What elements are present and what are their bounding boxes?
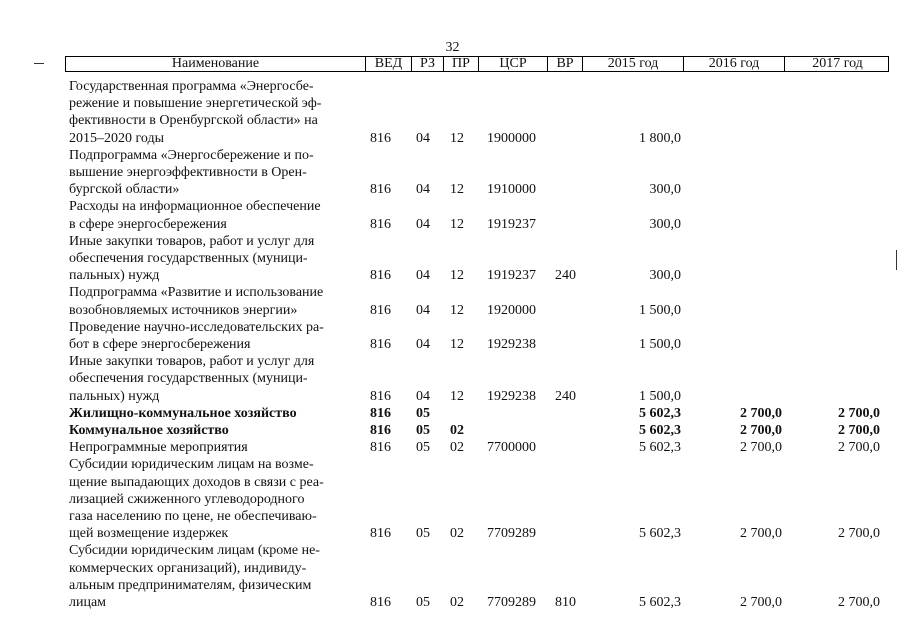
cell-ved: 816 (370, 526, 391, 542)
cell-rz: 04 (416, 302, 430, 318)
row-name (69, 542, 354, 611)
table-row (0, 439, 905, 456)
cell-vr: 240 (555, 268, 576, 284)
row-name (69, 147, 354, 199)
column-header-csr: ЦСР (478, 57, 547, 71)
cell-pr: 12 (450, 130, 464, 146)
cell-csr: 7709289 (487, 526, 536, 542)
cell-y2017: 2 700,0 (838, 422, 880, 438)
row-name (69, 198, 354, 232)
row-name (69, 456, 354, 542)
row-name (69, 233, 354, 285)
cell-y2016: 2 700,0 (740, 405, 782, 421)
table-row (0, 422, 905, 439)
cell-ved: 816 (370, 422, 391, 438)
margin-mark (896, 250, 897, 270)
row-name-line: 2015–2020 годы (69, 130, 165, 146)
cell-pr: 12 (450, 336, 464, 352)
cell-rz: 05 (416, 440, 430, 456)
row-name-line: Расходы на информационное обеспечение (69, 199, 321, 215)
cell-vr: 810 (555, 594, 576, 610)
column-header-2016: 2016 год (683, 57, 784, 71)
table-row (0, 78, 905, 147)
row-name-line: бургской области» (69, 182, 180, 198)
row-name-line: возобновляемых источников энергии» (69, 302, 298, 318)
cell-rz: 04 (416, 388, 430, 404)
cell-pr: 12 (450, 216, 464, 232)
row-name-line: газа населению по цене, не обеспечиваю- (69, 508, 317, 524)
column-header-vr: ВР (547, 57, 582, 71)
cell-pr: 02 (450, 594, 464, 610)
row-name-line: щей возмещение издержек (69, 526, 229, 542)
cell-rz: 04 (416, 216, 430, 232)
column-header-ved: ВЕД (365, 57, 411, 71)
row-name-line: альным предпринимателям, физическим (69, 577, 312, 593)
column-header-2017: 2017 год (784, 57, 890, 71)
row-name (69, 78, 354, 147)
row-name-line: Субсидии юридическим лицам (кроме не- (69, 543, 320, 559)
row-name-line: лизацией сжиженного углеводородного (69, 491, 305, 507)
cell-rz: 05 (416, 422, 430, 438)
row-name-line: щение выпадающих доходов в связи с реа- (69, 474, 324, 490)
cell-y2017: 2 700,0 (838, 594, 880, 610)
margin-mark (34, 63, 44, 64)
row-name-line: режение и повышение энергетической эф- (69, 96, 322, 112)
cell-ved: 816 (370, 268, 391, 284)
cell-y2016: 2 700,0 (740, 526, 782, 542)
cell-csr: 1900000 (487, 130, 536, 146)
cell-y2017: 2 700,0 (838, 440, 880, 456)
column-header-rz: РЗ (411, 57, 443, 71)
cell-ved: 816 (370, 336, 391, 352)
column-header-2015: 2015 год (582, 57, 683, 71)
row-name-line: вышение энергоэффективности в Орен- (69, 164, 307, 180)
cell-y2015: 5 602,3 (639, 594, 681, 610)
row-name-line: в сфере энергосбережения (69, 216, 227, 232)
table-body (0, 78, 905, 611)
cell-y2016: 2 700,0 (740, 594, 782, 610)
row-name-line: Государственная программа «Энергосбе- (69, 79, 314, 94)
cell-y2015: 300,0 (649, 268, 681, 284)
page-number: 32 (445, 40, 460, 55)
cell-pr: 02 (450, 422, 464, 438)
row-name-line: Иные закупки товаров, работ и услуг для (69, 354, 315, 370)
cell-csr: 7700000 (487, 440, 536, 456)
cell-pr: 12 (450, 182, 464, 198)
cell-csr: 1919237 (487, 216, 536, 232)
row-name-line: пальных) нужд (69, 268, 160, 284)
row-name-line: фективности в Оренбургской области» на (69, 113, 318, 129)
cell-y2015: 5 602,3 (639, 526, 681, 542)
row-name-line: Жилищно-коммунальное хозяйство (69, 405, 297, 421)
cell-y2015: 1 500,0 (639, 336, 681, 352)
table-row (0, 284, 905, 318)
row-name-line: Коммунальное хозяйство (69, 422, 229, 438)
table-row (0, 353, 905, 405)
cell-y2015: 300,0 (649, 182, 681, 198)
cell-y2016: 2 700,0 (740, 422, 782, 438)
cell-y2016: 2 700,0 (740, 440, 782, 456)
cell-y2015: 1 800,0 (639, 130, 681, 146)
cell-rz: 04 (416, 130, 430, 146)
cell-rz: 04 (416, 336, 430, 352)
cell-rz: 05 (416, 594, 430, 610)
row-name-line: обеспечения государственных (муници- (69, 371, 308, 387)
cell-y2015: 5 602,3 (639, 422, 681, 438)
cell-pr: 12 (450, 268, 464, 284)
cell-y2015: 5 602,3 (639, 405, 681, 421)
row-name-line: обеспечения государственных (муници- (69, 250, 308, 266)
cell-pr: 02 (450, 526, 464, 542)
row-name-line: коммерческих организаций), индивиду- (69, 560, 307, 576)
row-name (69, 422, 354, 439)
cell-ved: 816 (370, 405, 391, 421)
cell-csr: 1910000 (487, 182, 536, 198)
cell-rz: 04 (416, 182, 430, 198)
row-name-line: Подпрограмма «Развитие и использование (69, 285, 324, 301)
row-name-line: Подпрограмма «Энергосбережение и по- (69, 147, 314, 163)
cell-csr: 1920000 (487, 302, 536, 318)
row-name (69, 284, 354, 318)
table-row (0, 405, 905, 422)
cell-rz: 04 (416, 268, 430, 284)
cell-pr: 02 (450, 440, 464, 456)
table-row (0, 147, 905, 199)
row-name (69, 405, 354, 422)
column-header-name: Наименование (171, 56, 260, 71)
table-row (0, 233, 905, 285)
cell-ved: 816 (370, 130, 391, 146)
table-row (0, 198, 905, 232)
cell-ved: 816 (370, 594, 391, 610)
row-name-line: Непрограммные мероприятия (69, 440, 248, 456)
cell-csr: 7709289 (487, 594, 536, 610)
column-header-pr: ПР (443, 57, 478, 71)
cell-csr: 1929238 (487, 336, 536, 352)
cell-y2015: 5 602,3 (639, 440, 681, 456)
row-name-line: Субсидии юридическим лицам на возме- (69, 457, 314, 473)
cell-ved: 816 (370, 182, 391, 198)
cell-ved: 816 (370, 302, 391, 318)
cell-pr: 12 (450, 302, 464, 318)
cell-vr: 240 (555, 388, 576, 404)
table-row (0, 542, 905, 611)
row-name (69, 319, 354, 353)
cell-pr: 12 (450, 388, 464, 404)
row-name-line: Иные закупки товаров, работ и услуг для (69, 233, 315, 249)
cell-ved: 816 (370, 216, 391, 232)
row-name-line: лицам (69, 594, 107, 610)
table-row (0, 319, 905, 353)
cell-y2017: 2 700,0 (838, 405, 880, 421)
cell-y2015: 1 500,0 (639, 302, 681, 318)
cell-rz: 05 (416, 526, 430, 542)
cell-y2017: 2 700,0 (838, 526, 880, 542)
row-name-line: бот в сфере энергосбережения (69, 336, 251, 352)
cell-y2015: 1 500,0 (639, 388, 681, 404)
table-header (65, 56, 889, 72)
cell-csr: 1919237 (487, 268, 536, 284)
row-name-line: пальных) нужд (69, 388, 160, 404)
row-name (69, 439, 354, 456)
table-row (0, 456, 905, 542)
cell-y2015: 300,0 (649, 216, 681, 232)
cell-rz: 05 (416, 405, 430, 421)
cell-ved: 816 (370, 388, 391, 404)
row-name-line: Проведение научно-исследовательских ра- (69, 319, 324, 335)
row-name (69, 353, 354, 405)
cell-ved: 816 (370, 440, 391, 456)
cell-csr: 1929238 (487, 388, 536, 404)
